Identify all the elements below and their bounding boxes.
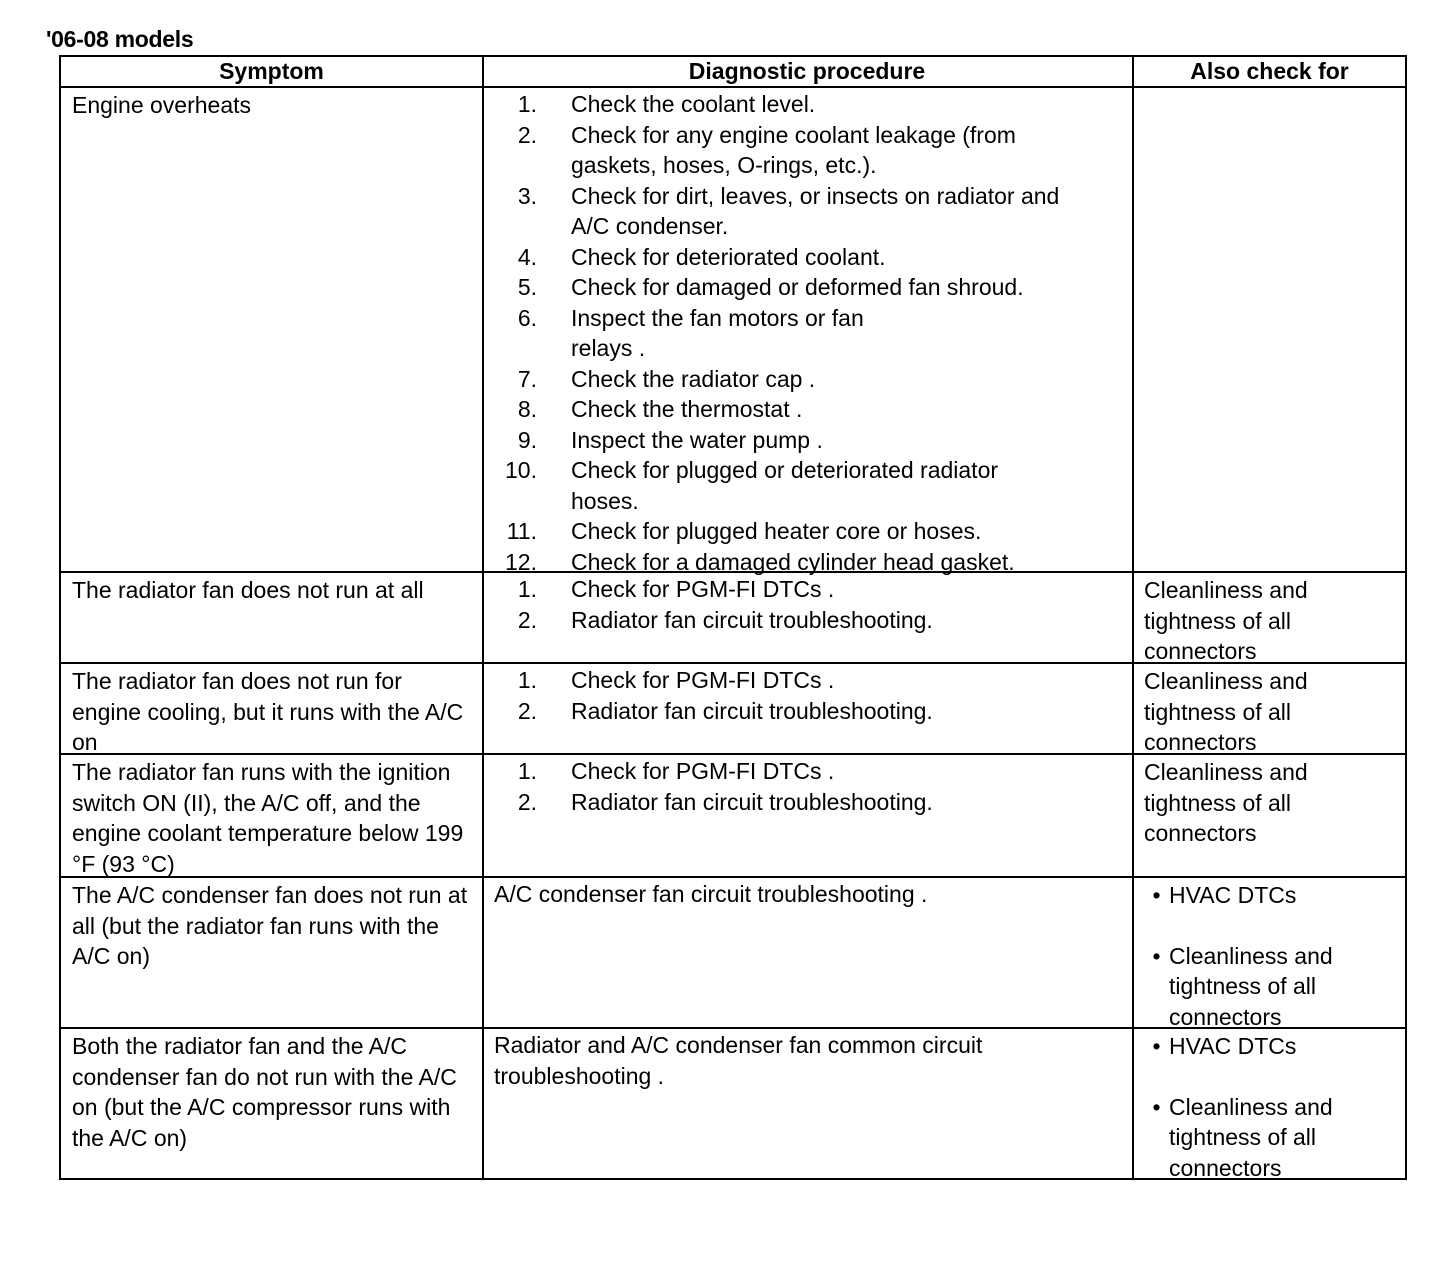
bullet-item: [1144, 880, 1409, 911]
bullet-icon: •: [1152, 882, 1161, 908]
procedure-step: [494, 120, 1114, 181]
symptom-cell: The radiator fan does not run for engine cooling, but it runs with the A/C on: [72, 668, 464, 755]
procedure-step: [494, 516, 1114, 547]
procedure-step: [494, 696, 1134, 727]
bullet-text: Cleanliness and tightness of all connectors: [1169, 1093, 1333, 1181]
step-number: 2.: [517, 606, 537, 633]
step-number: 10.: [505, 457, 537, 483]
step-number: 1.: [517, 576, 537, 602]
procedure-cell: [494, 664, 1134, 753]
step-number: 1.: [517, 667, 537, 693]
column-header-also-check-for: Also check for: [1190, 58, 1349, 84]
step-number: 11.: [506, 518, 537, 544]
step-text: Check for damaged or deformed fan shroud.: [571, 274, 1024, 300]
procedure-step: [494, 574, 1134, 605]
procedure-step: [494, 242, 1114, 273]
symptom-cell: The A/C condenser fan does not run at all (but the radiator fan runs with the A/C on): [72, 882, 468, 969]
procedure-step: [494, 455, 1114, 516]
bullet-text: HVAC DTCs: [1169, 882, 1297, 908]
procedure-step: [494, 181, 1114, 242]
symptom-cell: Both the radiator fan and the A/C condenser fan do not run with the A/C on (but the A/C compressor runs with the A/C on): [72, 1033, 457, 1151]
bullet-item: [1144, 1092, 1409, 1184]
symptom-cell: The radiator fan does not run at all: [72, 577, 424, 603]
step-number: 1.: [517, 91, 537, 117]
procedure-step: [494, 272, 1114, 303]
step-number: 12.: [505, 548, 537, 575]
procedure-step: [494, 425, 1114, 456]
procedure-cell: [494, 573, 1134, 662]
procedure-step: [494, 89, 1114, 120]
step-text: Radiator fan circuit troubleshooting.: [571, 606, 933, 633]
step-number: 5.: [517, 274, 537, 300]
also-check-cell: [1144, 1029, 1409, 1181]
procedure-cell: [494, 88, 1114, 575]
step-text: Check for any engine coolant leakage (from gaskets, hoses, O-rings, etc.).: [571, 121, 1016, 178]
also-check-cell: Cleanliness and tightness of all connectors: [1144, 577, 1308, 664]
also-check-cell: [1144, 878, 1409, 1030]
step-number: 9.: [517, 426, 537, 453]
step-text: Inspect the fan motors or fan relays .: [571, 304, 864, 361]
also-check-cell: Cleanliness and tightness of all connectors: [1144, 668, 1308, 755]
step-number: 2.: [517, 697, 537, 724]
also-check-cell: [1144, 88, 1409, 571]
procedure-cell: Radiator and A/C condenser fan common circuit troubleshooting .: [494, 1032, 983, 1089]
bullet-item: [1144, 1031, 1409, 1062]
procedure-step: [494, 303, 1114, 364]
procedure-step: [494, 364, 1114, 395]
procedure-step: [494, 756, 1134, 787]
also-check-cell: Cleanliness and tightness of all connectors: [1144, 759, 1308, 846]
procedure-cell: A/C condenser fan circuit troubleshooting .: [494, 881, 928, 907]
bullet-icon: •: [1152, 1033, 1161, 1059]
step-text: Check the radiator cap .: [571, 365, 816, 392]
step-text: Check the coolant level.: [571, 91, 816, 117]
step-number: 3.: [517, 182, 537, 209]
step-text: Check the thermostat .: [571, 396, 803, 422]
bullet-icon: •: [1152, 1093, 1161, 1120]
step-number: 1.: [517, 758, 537, 784]
symptom-cell: The radiator fan runs with the ignition switch ON (II), the A/C off, and the engine coolant temperature below 199 °F (93 °C): [72, 759, 464, 877]
bullet-text: HVAC DTCs: [1169, 1033, 1297, 1059]
step-text: Check for PGM-FI DTCs .: [571, 667, 835, 693]
step-number: 4.: [517, 243, 537, 270]
step-text: Check for plugged heater core or hoses.: [571, 518, 982, 544]
procedure-step: [494, 394, 1114, 425]
step-text: Check for dirt, leaves, or insects on radiator and A/C condenser.: [571, 182, 1060, 239]
column-header-symptom: Symptom: [219, 58, 324, 84]
step-number: 2.: [517, 121, 537, 148]
step-text: Inspect the water pump .: [571, 426, 823, 453]
step-number: 6.: [517, 304, 537, 331]
step-text: Check for plugged or deteriorated radiator hoses.: [571, 457, 999, 514]
page-heading: '06-08 models: [46, 26, 194, 52]
step-number: 8.: [517, 396, 537, 422]
procedure-step: [494, 665, 1134, 696]
step-text: Check for deteriorated coolant.: [571, 243, 886, 270]
column-header-diagnostic-procedure: Diagnostic procedure: [688, 58, 926, 84]
procedure-step: [494, 605, 1134, 636]
step-text: Radiator fan circuit troubleshooting.: [571, 788, 933, 815]
step-number: 2.: [517, 788, 537, 815]
step-text: Check for PGM-FI DTCs .: [571, 758, 835, 784]
column-divider: [482, 57, 484, 1178]
bullet-text: Cleanliness and tightness of all connectors: [1169, 942, 1333, 1030]
bullet-icon: •: [1152, 942, 1161, 969]
troubleshooting-table: [59, 55, 1407, 1180]
procedure-step: [494, 787, 1134, 818]
step-number: 7.: [517, 365, 537, 392]
step-text: Check for PGM-FI DTCs .: [571, 576, 835, 602]
step-text: Radiator fan circuit troubleshooting.: [571, 697, 933, 724]
symptom-cell: Engine overheats: [72, 92, 252, 118]
step-text: Check for a damaged cylinder head gasket.: [571, 548, 1015, 575]
bullet-item: [1144, 941, 1409, 1033]
procedure-cell: [494, 755, 1134, 876]
